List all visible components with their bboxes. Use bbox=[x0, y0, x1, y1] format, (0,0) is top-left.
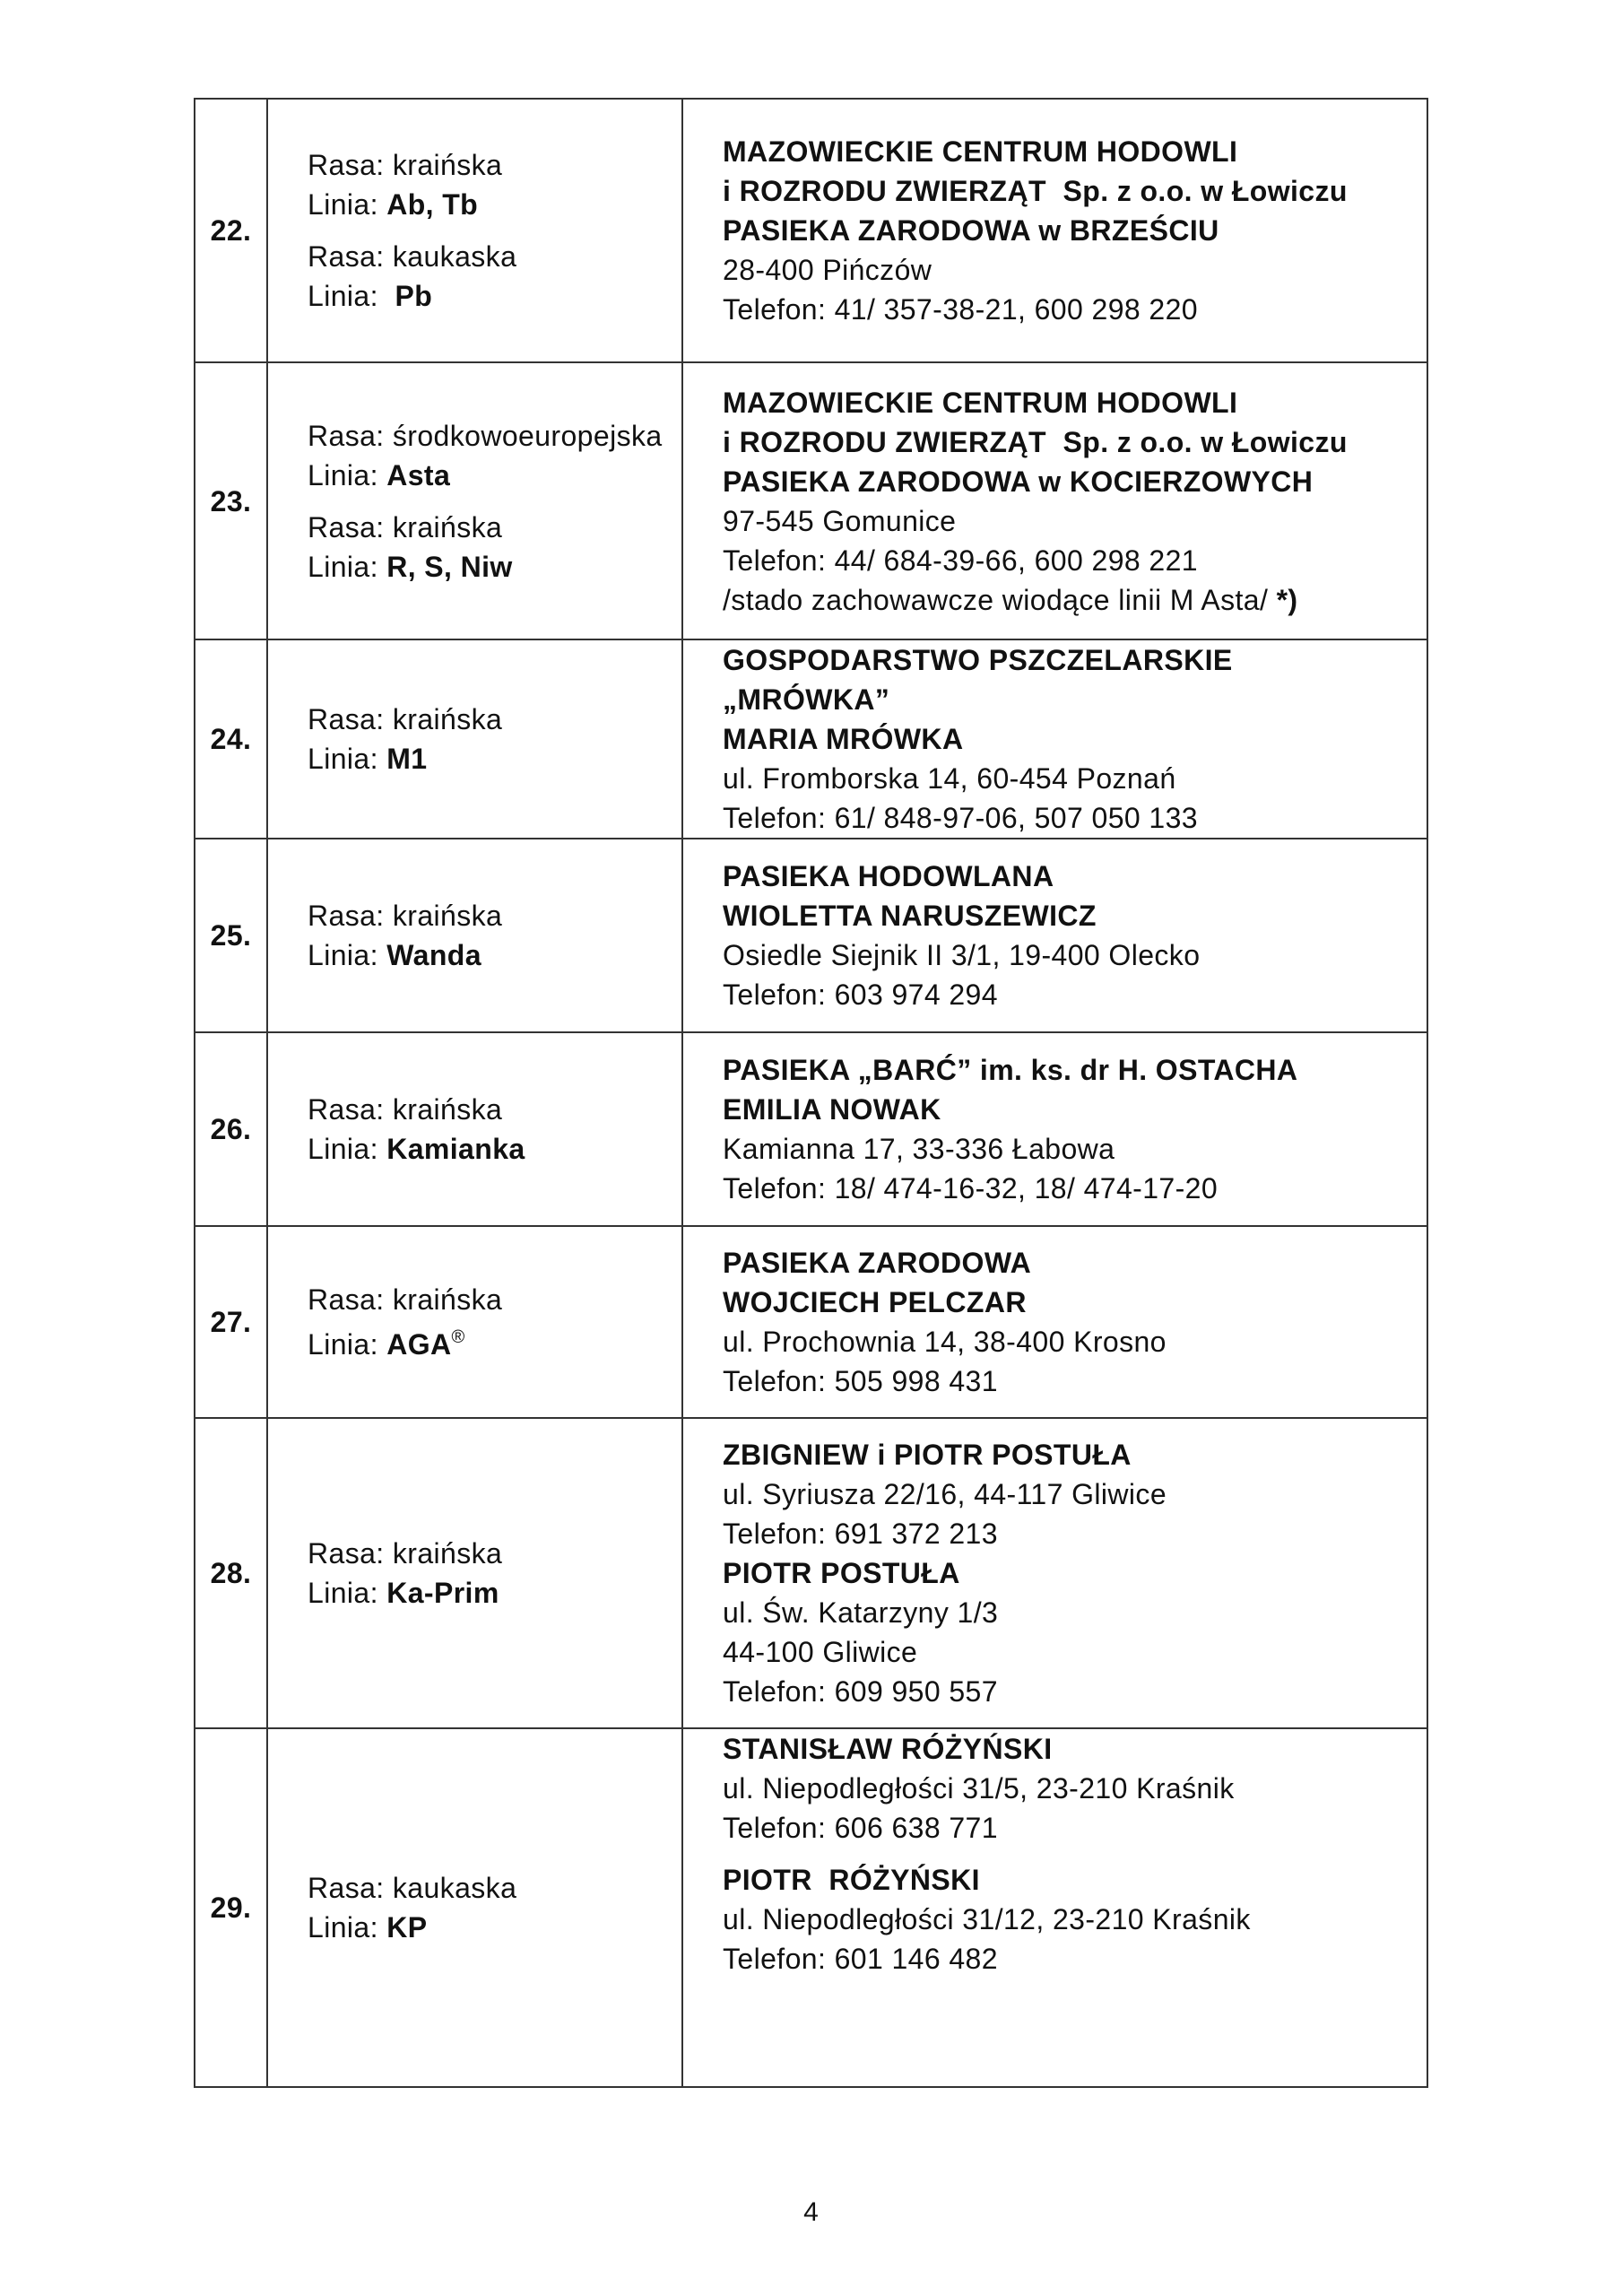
breed-cell bbox=[268, 1729, 683, 2086]
breeder-name: MAZOWIECKIE CENTRUM HODOWLI bbox=[723, 386, 1238, 419]
row-number-cell bbox=[194, 100, 268, 361]
breeder-address: ul. Niepodległości 31/12, 23-210 Kraśnik bbox=[723, 1903, 1251, 1935]
breeder-name: PASIEKA „BARĆ” im. ks. dr H. OSTACHA bbox=[723, 1054, 1298, 1086]
breed-line-value: Ka-Prim bbox=[386, 1577, 499, 1609]
breed-line bbox=[308, 547, 681, 587]
breed-race: Rasa: kraińska bbox=[308, 1537, 503, 1570]
breed-line-label: Linia: bbox=[308, 280, 395, 312]
breed-cell bbox=[268, 1033, 683, 1225]
breeder-note bbox=[723, 580, 1427, 620]
row-number: 23. bbox=[210, 484, 252, 517]
breeder-phone: Telefon: 505 998 431 bbox=[723, 1365, 998, 1397]
breeder-name: PASIEKA ZARODOWA w BRZEŚCIU bbox=[723, 214, 1219, 247]
breeder-address: Kamianna 17, 33-336 Łabowa bbox=[723, 1133, 1115, 1165]
row-number: 22. bbox=[210, 214, 252, 247]
table-row bbox=[194, 838, 1428, 1031]
breeder-address: ul. Syriusza 22/16, 44-117 Gliwice bbox=[723, 1478, 1167, 1510]
breed-line-label: Linia: bbox=[308, 550, 387, 583]
breeder-name: WOJCIECH PELCZAR bbox=[723, 1286, 1027, 1318]
breeder-name: PIOTR RÓŻYŃSKI bbox=[723, 1864, 980, 1896]
table-row bbox=[194, 361, 1428, 639]
note-marker: *) bbox=[1276, 583, 1298, 616]
breed-line bbox=[308, 1129, 681, 1169]
row-number-cell bbox=[194, 1227, 268, 1417]
page-number: 4 bbox=[803, 2197, 819, 2227]
breed-race: Rasa: kaukaska bbox=[308, 240, 517, 273]
breeder-address: 44-100 Gliwice bbox=[723, 1636, 918, 1668]
registered-mark: ® bbox=[451, 1327, 465, 1347]
breeder-phone: Telefon: 601 146 482 bbox=[723, 1943, 998, 1975]
breed-line bbox=[308, 1908, 681, 1947]
breed-line-value: Ab, Tb bbox=[386, 188, 479, 221]
breed-line-label: Linia: bbox=[308, 188, 387, 221]
breed-cell bbox=[268, 1419, 683, 1727]
row-number: 24. bbox=[210, 723, 252, 755]
breeder-cell bbox=[683, 1227, 1428, 1417]
breed-race: Rasa: środkowoeuropejska bbox=[308, 419, 663, 452]
breeder-phone: Telefon: 603 974 294 bbox=[723, 978, 998, 1011]
breed-line bbox=[308, 739, 681, 778]
breed-cell bbox=[268, 640, 683, 838]
breeder-cell bbox=[683, 1729, 1428, 2086]
breed-line-value: Wanda bbox=[386, 939, 481, 971]
row-number: 28. bbox=[210, 1557, 252, 1589]
breeder-name: i ROZRODU ZWIERZĄT Sp. z o.o. w Łowiczu bbox=[723, 175, 1348, 207]
breed-race: Rasa: kaukaska bbox=[308, 1872, 517, 1904]
breeder-table bbox=[194, 98, 1428, 2088]
breeder-name: MAZOWIECKIE CENTRUM HODOWLI bbox=[723, 135, 1238, 168]
breed-cell bbox=[268, 1227, 683, 1417]
breeder-phone: Telefon: 44/ 684-39-66, 600 298 221 bbox=[723, 544, 1198, 577]
breed-line-value: R, S, Niw bbox=[386, 550, 513, 583]
table-row bbox=[194, 1031, 1428, 1225]
breeder-name: EMILIA NOWAK bbox=[723, 1093, 941, 1126]
breeder-name: PIOTR POSTUŁA bbox=[723, 1557, 960, 1589]
row-number-cell bbox=[194, 363, 268, 639]
breed-line-value: AGA bbox=[386, 1328, 452, 1361]
breed-line bbox=[308, 1573, 681, 1613]
breed-line-value: Pb bbox=[395, 280, 433, 312]
breed-line-label: Linia: bbox=[308, 458, 387, 491]
row-number: 26. bbox=[210, 1113, 252, 1145]
row-number-cell bbox=[194, 1729, 268, 2086]
breeder-address: 28-400 Pińczów bbox=[723, 254, 932, 286]
breed-line bbox=[308, 276, 681, 316]
breeder-cell bbox=[683, 839, 1428, 1031]
breed-line bbox=[308, 456, 681, 495]
breeder-phone: Telefon: 609 950 557 bbox=[723, 1675, 998, 1708]
breeder-name: ZBIGNIEW i PIOTR POSTUŁA bbox=[723, 1439, 1132, 1471]
breeder-name: PASIEKA ZARODOWA bbox=[723, 1247, 1032, 1279]
breeder-phone: Telefon: 61/ 848-97-06, 507 050 133 bbox=[723, 802, 1198, 834]
table-row bbox=[194, 639, 1428, 838]
breed-line-label: Linia: bbox=[308, 743, 387, 775]
breed-race: Rasa: kraińska bbox=[308, 510, 503, 544]
breed-race: Rasa: kraińska bbox=[308, 149, 503, 181]
breeder-phone: Telefon: 41/ 357-38-21, 600 298 220 bbox=[723, 293, 1198, 326]
table-row bbox=[194, 1225, 1428, 1417]
breeder-cell bbox=[683, 640, 1428, 838]
breeder-name: „MRÓWKA” bbox=[723, 683, 890, 716]
breed-line-label: Linia: bbox=[308, 1911, 387, 1944]
breeder-phone: Telefon: 606 638 771 bbox=[723, 1812, 998, 1844]
breed-race: Rasa: kraińska bbox=[308, 900, 503, 932]
table-row bbox=[194, 98, 1428, 361]
breeder-name: MARIA MRÓWKA bbox=[723, 723, 964, 755]
breeder-name: PASIEKA HODOWLANA bbox=[723, 860, 1054, 892]
table-row bbox=[194, 1727, 1428, 2088]
row-number-cell bbox=[194, 1419, 268, 1727]
breeder-cell bbox=[683, 100, 1428, 361]
breed-cell bbox=[268, 839, 683, 1031]
breed-cell bbox=[268, 363, 683, 639]
table-row bbox=[194, 1417, 1428, 1727]
breeder-address: Osiedle Siejnik II 3/1, 19-400 Olecko bbox=[723, 939, 1201, 971]
breed-line-label: Linia: bbox=[308, 939, 387, 971]
breed-line-value: KP bbox=[386, 1911, 428, 1944]
row-number: 29. bbox=[210, 1892, 252, 1924]
row-number: 25. bbox=[210, 919, 252, 952]
note-text: /stado zachowawcze wiodące linii M Asta/ bbox=[723, 583, 1277, 616]
breed-line bbox=[308, 1325, 681, 1364]
breeder-cell bbox=[683, 363, 1428, 639]
breeder-address: ul. Prochownia 14, 38-400 Krosno bbox=[723, 1326, 1167, 1358]
breeder-name: STANISŁAW RÓŻYŃSKI bbox=[723, 1733, 1053, 1765]
breed-line-value: Asta bbox=[386, 458, 451, 491]
row-number-cell bbox=[194, 839, 268, 1031]
breeder-address: ul. Fromborska 14, 60-454 Poznań bbox=[723, 762, 1176, 795]
breed-race: Rasa: kraińska bbox=[308, 1093, 503, 1126]
breeder-address: ul. Niepodległości 31/5, 23-210 Kraśnik bbox=[723, 1772, 1235, 1805]
breed-line-label: Linia: bbox=[308, 1328, 387, 1361]
breeder-cell bbox=[683, 1419, 1428, 1727]
breeder-address: 97-545 Gomunice bbox=[723, 504, 957, 537]
breeder-phone: Telefon: 18/ 474-16-32, 18/ 474-17-20 bbox=[723, 1172, 1219, 1205]
breeder-phone: Telefon: 691 372 213 bbox=[723, 1518, 998, 1550]
breeder-address: ul. Św. Katarzyny 1/3 bbox=[723, 1596, 999, 1629]
breed-line-value: M1 bbox=[386, 743, 428, 775]
breeder-name: i ROZRODU ZWIERZĄT Sp. z o.o. w Łowiczu bbox=[723, 425, 1348, 458]
breeder-name: WIOLETTA NARUSZEWICZ bbox=[723, 900, 1097, 932]
breeder-name: GOSPODARSTWO PSZCZELARSKIE bbox=[723, 644, 1233, 676]
row-number-cell bbox=[194, 1033, 268, 1225]
breeder-name: PASIEKA ZARODOWA w KOCIERZOWYCH bbox=[723, 465, 1314, 498]
breed-race: Rasa: kraińska bbox=[308, 703, 503, 735]
breed-cell bbox=[268, 100, 683, 361]
breed-line-value: Kamianka bbox=[386, 1133, 525, 1165]
row-number: 27. bbox=[210, 1306, 252, 1338]
breed-line bbox=[308, 935, 681, 975]
breed-race: Rasa: kraińska bbox=[308, 1283, 503, 1316]
breeder-cell bbox=[683, 1033, 1428, 1225]
breed-line-label: Linia: bbox=[308, 1577, 387, 1609]
breed-line-label: Linia: bbox=[308, 1133, 387, 1165]
breed-line bbox=[308, 185, 681, 224]
row-number-cell bbox=[194, 640, 268, 838]
